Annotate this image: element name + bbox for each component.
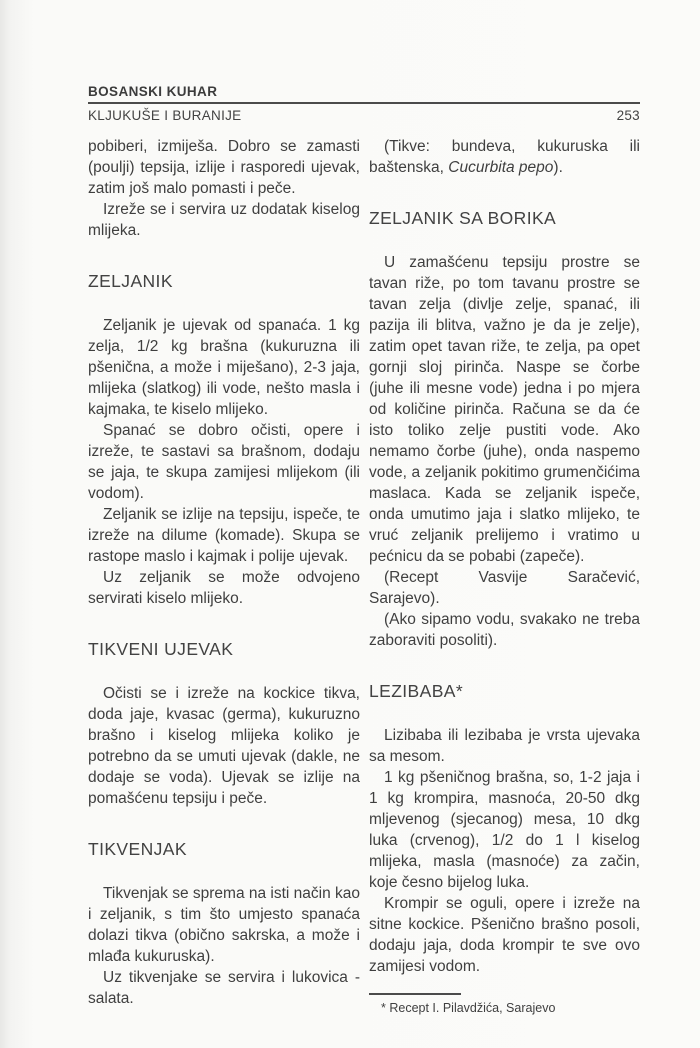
paragraph: Uz tikvenjake se servira i lukovica - salata.	[88, 969, 360, 1007]
paragraph: Zeljanik je ujevak od spanaća. 1 kg zelja, 1/2 kg brašna (kukuruzna ili pšenična, a može i miješano), 2-3 jaja, mlijeka (slatkog) ili vode, nešto masla i kajmaka, te kiselo mlijeko.	[88, 317, 360, 418]
paragraph: pobiberi, izmiješa. Dobro se zamasti (poulji) tepsija, izlije i rasporedi ujevak, zatim još malo pomasti i peče.	[88, 138, 360, 197]
paragraph: Izreže se i servira uz dodatak kiselog mlijeka.	[88, 201, 360, 239]
paragraph: U zamašćenu tepsiju prostre se tavan riže, po tom tavanu prostre se tavan zelja (divlje zelje, spanać, ili pazija ili blitva, važno je da je zelje), zatim opet tavan riže, te zelja, pa opet gornji sloj pirinča. Naspe se čorbe (juhe ili mesne vode) jedna i po mjera od količine pirinča. Računa se da će isto toliko zelje pustiti vode. Ako nemamo čorbe (juhe), onda naspemo vode, a zeljanik pokitimo grumenčićima maslaca. Kada se zeljanik ispeče, onda umutimo jaja i slatko mlijeko, te vruć zeljanik prelijemo i vratimo u pećnicu da se pobabi (zapeče).	[369, 254, 640, 565]
page-number: 253	[616, 108, 640, 123]
book-title: BOSANSKI KUHAR	[88, 84, 640, 104]
paragraph: 1 kg pšeničnog brašna, so, 1-2 jaja i 1 kg krompira, masnoća, 20-50 dkg mljevenog (sjecanog) mesa, 10 dkg luka (crvenog), 1/2 do 1 l kiselog mlijeka, masla (masnoće) za začin, koje česno bijelog luka.	[369, 769, 640, 891]
chapter-row	[88, 104, 640, 123]
paragraph: Lizibaba ili lezibaba je vrsta ujevaka sa mesom.	[369, 727, 640, 765]
paragraph: Spanać se dobro očisti, opere i izreže, te sastavi sa brašnom, dodaju se jaja, te skupa zamijesi mlijekom (ili vodom).	[88, 422, 360, 502]
paragraph: Očisti se i izreže na kockice tikva, doda jaje, kvasac (germa), kukuruzno brašno i kiselog mlijeka koliko je potrebno da se umuti ujevak (dakle, ne dodaje se voda). Ujevak se izlije na pomašćenu tepsiju i peče.	[88, 685, 360, 807]
paragraph: Krompir se oguli, opere i izreže na sitne kockice. Pšenično brašno posoli, dodaju jaja, doda krompir te sve ovo zamijesi vodom.	[369, 895, 640, 975]
footnote	[369, 993, 640, 1017]
species-note	[369, 136, 640, 178]
section-heading-tikveni-ujevak: TIKVENI UJEVAK	[88, 639, 234, 659]
section-heading-zeljanik: ZELJANIK	[88, 271, 173, 291]
footnote-rule	[369, 993, 461, 995]
right-column	[369, 136, 640, 1017]
species-note-post: ).	[553, 159, 563, 176]
paragraph: Uz zeljanik se može odvojeno servirati kiselo mlijeko.	[88, 569, 360, 607]
paragraph: Zeljanik se izlije na tepsiju, ispeče, te izreže na dilume (komade). Skupa se rastope maslo i kajmak i polije ujevak.	[88, 506, 360, 565]
section-heading-tikvenjak: TIKVENJAK	[88, 839, 187, 859]
paragraph: (Ako sipamo vodu, svakako ne treba zaboraviti posoliti).	[369, 611, 640, 649]
page-header	[88, 84, 640, 123]
chapter-title: KLJUKUŠE I BURANIJE	[88, 108, 242, 123]
species-note-pre: (Tikve: bundeva, kukuruska ili baštenska,	[369, 138, 640, 176]
species-name: Cucurbita pepo	[448, 159, 554, 176]
paragraph: Tikvenjak se sprema na isti način kao i zeljanik, s tim što umjesto spanaća dolazi tikva (obično sakrska, a može i mlađa kukuruska).	[88, 885, 361, 965]
section-heading-zeljanik-sa-borika: ZELJANIK SA BORIKA	[369, 208, 557, 228]
left-column	[88, 136, 360, 1009]
section-heading-lezibaba: LEZIBABA*	[369, 681, 464, 701]
footnote-text: * Recept I. Pilavdžića, Sarajevo	[381, 1001, 556, 1015]
paragraph: (Recept Vasvije Saračević, Sarajevo).	[369, 569, 640, 607]
